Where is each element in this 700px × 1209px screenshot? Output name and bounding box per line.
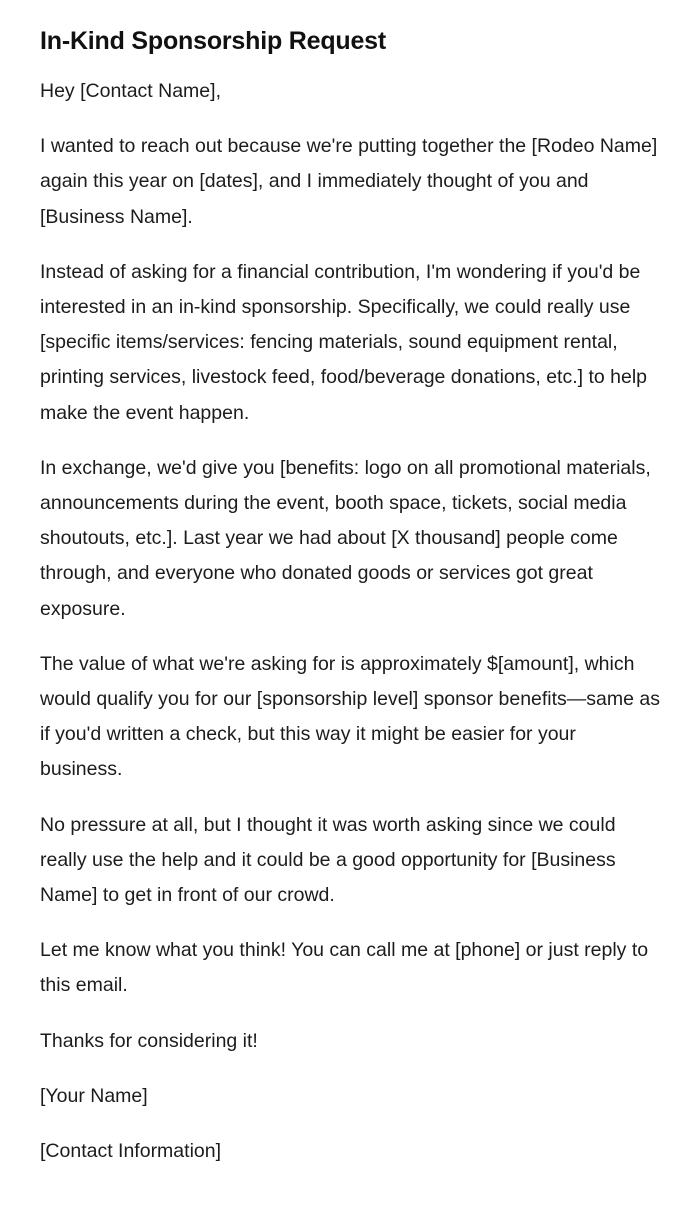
paragraph-intro: I wanted to reach out because we're putting together the [Rodeo Name] again this year on [dates], and I immediately thought of you and [Business Name]. — [40, 135, 658, 228]
signature-contact: [Contact Information] — [40, 1140, 222, 1163]
greeting: Hey [Contact Name], — [40, 80, 221, 102]
paragraph-no-pressure: No pressure at all, but I thought it was worth asking since we could really use the help and it could be a good opportunity for [Business Name] to get in front of our crowd. — [40, 813, 616, 907]
paragraph-request: Instead of asking for a financial contribution, I'm wondering if you'd be interested in an in-kind sponsorship. Specifically, we could really use [specific items/services: fencing materials, sound equipment rental, printing services, livestock feed, food/beverage donations, etc.] to help make the event happen. — [40, 260, 648, 424]
signature-name: [Your Name] — [40, 1084, 148, 1107]
paragraph-contact: Let me know what you think! You can call me at [phone] or just reply to this email. — [40, 939, 649, 997]
document-title: In-Kind Sponsorship Request — [40, 27, 386, 55]
closing: Thanks for considering it! — [40, 1029, 258, 1052]
paragraph-benefits: In exchange, we'd give you [benefits: logo on all promotional materials, announcements during the event, booth space, tickets, social media shoutouts, etc.]. Last year we had about [X thousand] people come through, and everyone who donated goods or services got great exposure. — [40, 456, 651, 620]
paragraph-value: The value of what we're asking for is approximately $[amount], which would qualify you for our [sponsorship level] sponsor benefits—same as if you'd written a check, but this way it might be easier for your business. — [40, 652, 660, 781]
